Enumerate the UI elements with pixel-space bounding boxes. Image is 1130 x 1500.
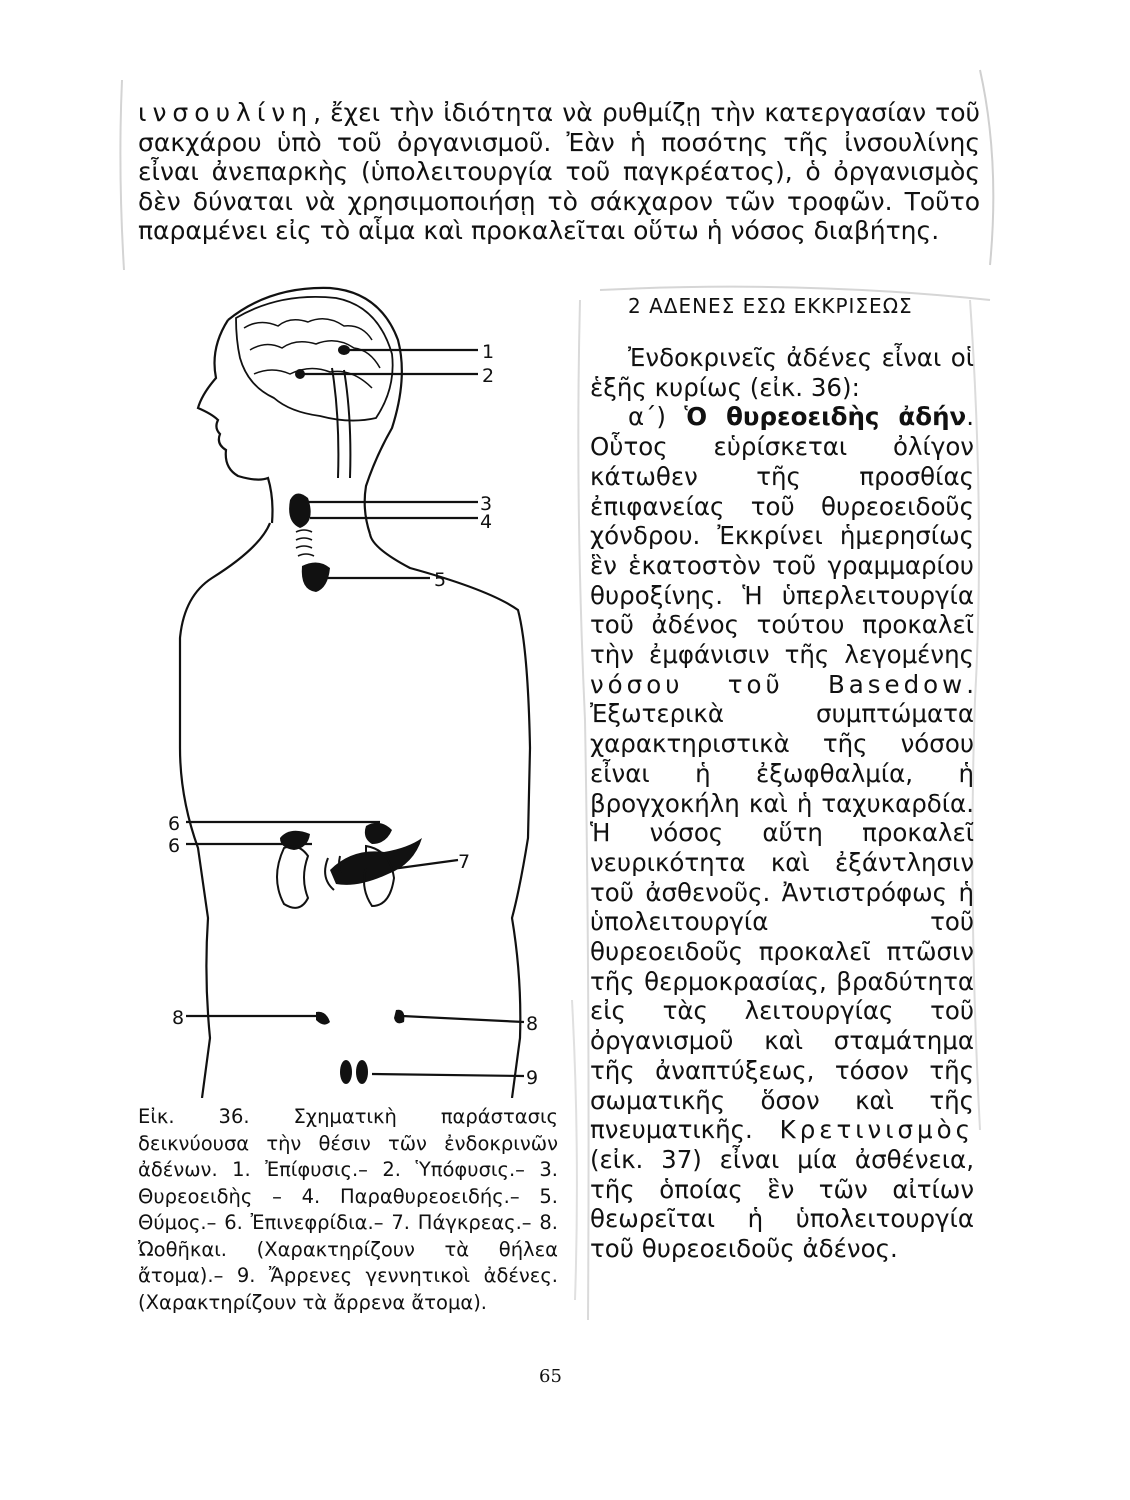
label-1: 1 xyxy=(482,341,495,363)
right-column xyxy=(590,343,974,1264)
head-outline xyxy=(228,288,402,534)
figure-caption: Εἰκ. 36. Σχηματικὴ παράστασις δεικνύουσα τὴν θέσιν τῶν ἐνδοκρινῶν ἀδένων. 1. Ἐπίφυσις.– 2. Ὑπόφυσις.– 3. Θυρεοειδὴς – 4. Παραθυρεοειδής.– 5. Θύμος.– 6. Ἐπινεφρίδια.– 7. Πάγκρεας.– 8. Ὠοθῆκαι. (Χαρακτηρίζουν τὰ θήλεα ἄτομα).– 9. Ἄρρενες γεννητικοὶ ἀδένες. (Χαρακτηρίζουν τὰ ἄρρενα ἄτομα). xyxy=(138,1105,558,1314)
label-4: 4 xyxy=(480,511,493,533)
body-outline xyxy=(180,523,270,1098)
label-6a: 6 xyxy=(168,813,181,835)
item-a-title: Ὁ θυρεοειδὴς ἀδήν xyxy=(684,402,967,432)
label-9: 9 xyxy=(526,1067,539,1089)
item-a-paragraph xyxy=(590,402,974,1263)
label-2: 2 xyxy=(482,365,495,387)
item-a-spaced-2: Κρετινισμὸς xyxy=(779,1115,974,1145)
item-a-spaced: νόσου τοῦ Basedow xyxy=(590,669,967,699)
label-8b: 8 xyxy=(526,1013,539,1035)
top-paragraph xyxy=(138,98,980,246)
face-outline xyxy=(198,320,273,523)
item-a-text-1: . Οὗτος εὑρίσκεται ὀλίγον κάτωθεν τῆς προσθίας ἐπιφανείας τοῦ θυρεοειδοῦς χόνδρου. Ἐκκρίνει ἡμερησίως ἓν ἑκατοστὸν τοῦ γραμμαρίου θυροξίνης. Ἡ ὑπερλειτουργία τοῦ ἀδένος τούτου προκαλεῖ τὴν ἐμφάνισιν τῆς λεγομένης xyxy=(590,402,975,670)
label-6b: 6 xyxy=(168,835,181,857)
paragraph-text: , ἔχει τὴν ἰδιότητα νὰ ρυθμίζῃ τὴν κατεργασίαν τοῦ σακχάρου ὑπὸ τοῦ ὀργανισμοῦ. Ἐὰν ἡ ποσότης τῆς ἰνσουλίνης εἶναι ἀνεπαρκὴς (ὑπολειτουργία τοῦ παγκρέατος), ὁ ὀργανισμὸς δὲν δύναται νὰ χρησιμοποιήσῃ τὸ σάκχαρον τῶν τροφῶν. Τοῦτο παραμένει εἰς τὸ αἷμα καὶ προκαλεῖται οὕτω ἡ νόσος διαβήτης. xyxy=(138,98,980,245)
item-a-text-3: (εἰκ. 37) εἶναι μία ἀσθένεια, τῆς ὁποίας ἓν τῶν αἰτίων θεωρεῖται ἡ ὑπολειτουργία τοῦ θυρεοειδοῦς ἀδένος. xyxy=(590,1144,974,1264)
label-5: 5 xyxy=(434,569,447,591)
item-a-prefix: α΄) xyxy=(628,402,685,432)
item-a-text-2: . Ἐξωτερικὰ συμπτώματα χαρακτηριστικὰ τῆς νόσου εἶναι ἡ ἐξωφθαλμία, ἡ βρογχοκήλη καὶ ἡ ταχυκαρδία. Ἡ νόσος αὕτη προκαλεῖ νευρικότητα καὶ ἐξάντλησιν τοῦ ἀσθενοῦς. Ἀντιστρόφως ἡ ὑπολειτουργία τοῦ θυρεοειδοῦς προκαλεῖ πτῶσιν τῆς θερμοκρασίας, βραδύτητα εἰς τὰς λειτουργίας τοῦ ὀργανισμοῦ καὶ σταμάτημα τῆς ἀναπτύξεως, τόσον τῆς σωματικῆς ὅσον καὶ τῆς πνευματικῆς. xyxy=(590,669,974,1145)
endocrine-glands-figure xyxy=(140,278,560,1102)
spaced-word: ινσουλίνη xyxy=(138,98,314,127)
label-3: 3 xyxy=(480,493,493,515)
intro-paragraph: Ἐνδοκρινεῖς ἀδένες εἶναι οἱ ἑξῆς κυρίως (εἰκ. 36): xyxy=(590,343,974,402)
page-number: 65 xyxy=(539,1366,562,1387)
label-8a: 8 xyxy=(172,1007,185,1029)
section-heading: 2 ΑΔΕΝΕΣ ΕΣΩ ΕΚΚΡΙΣΕΩΣ xyxy=(628,294,913,318)
label-7: 7 xyxy=(458,851,471,873)
